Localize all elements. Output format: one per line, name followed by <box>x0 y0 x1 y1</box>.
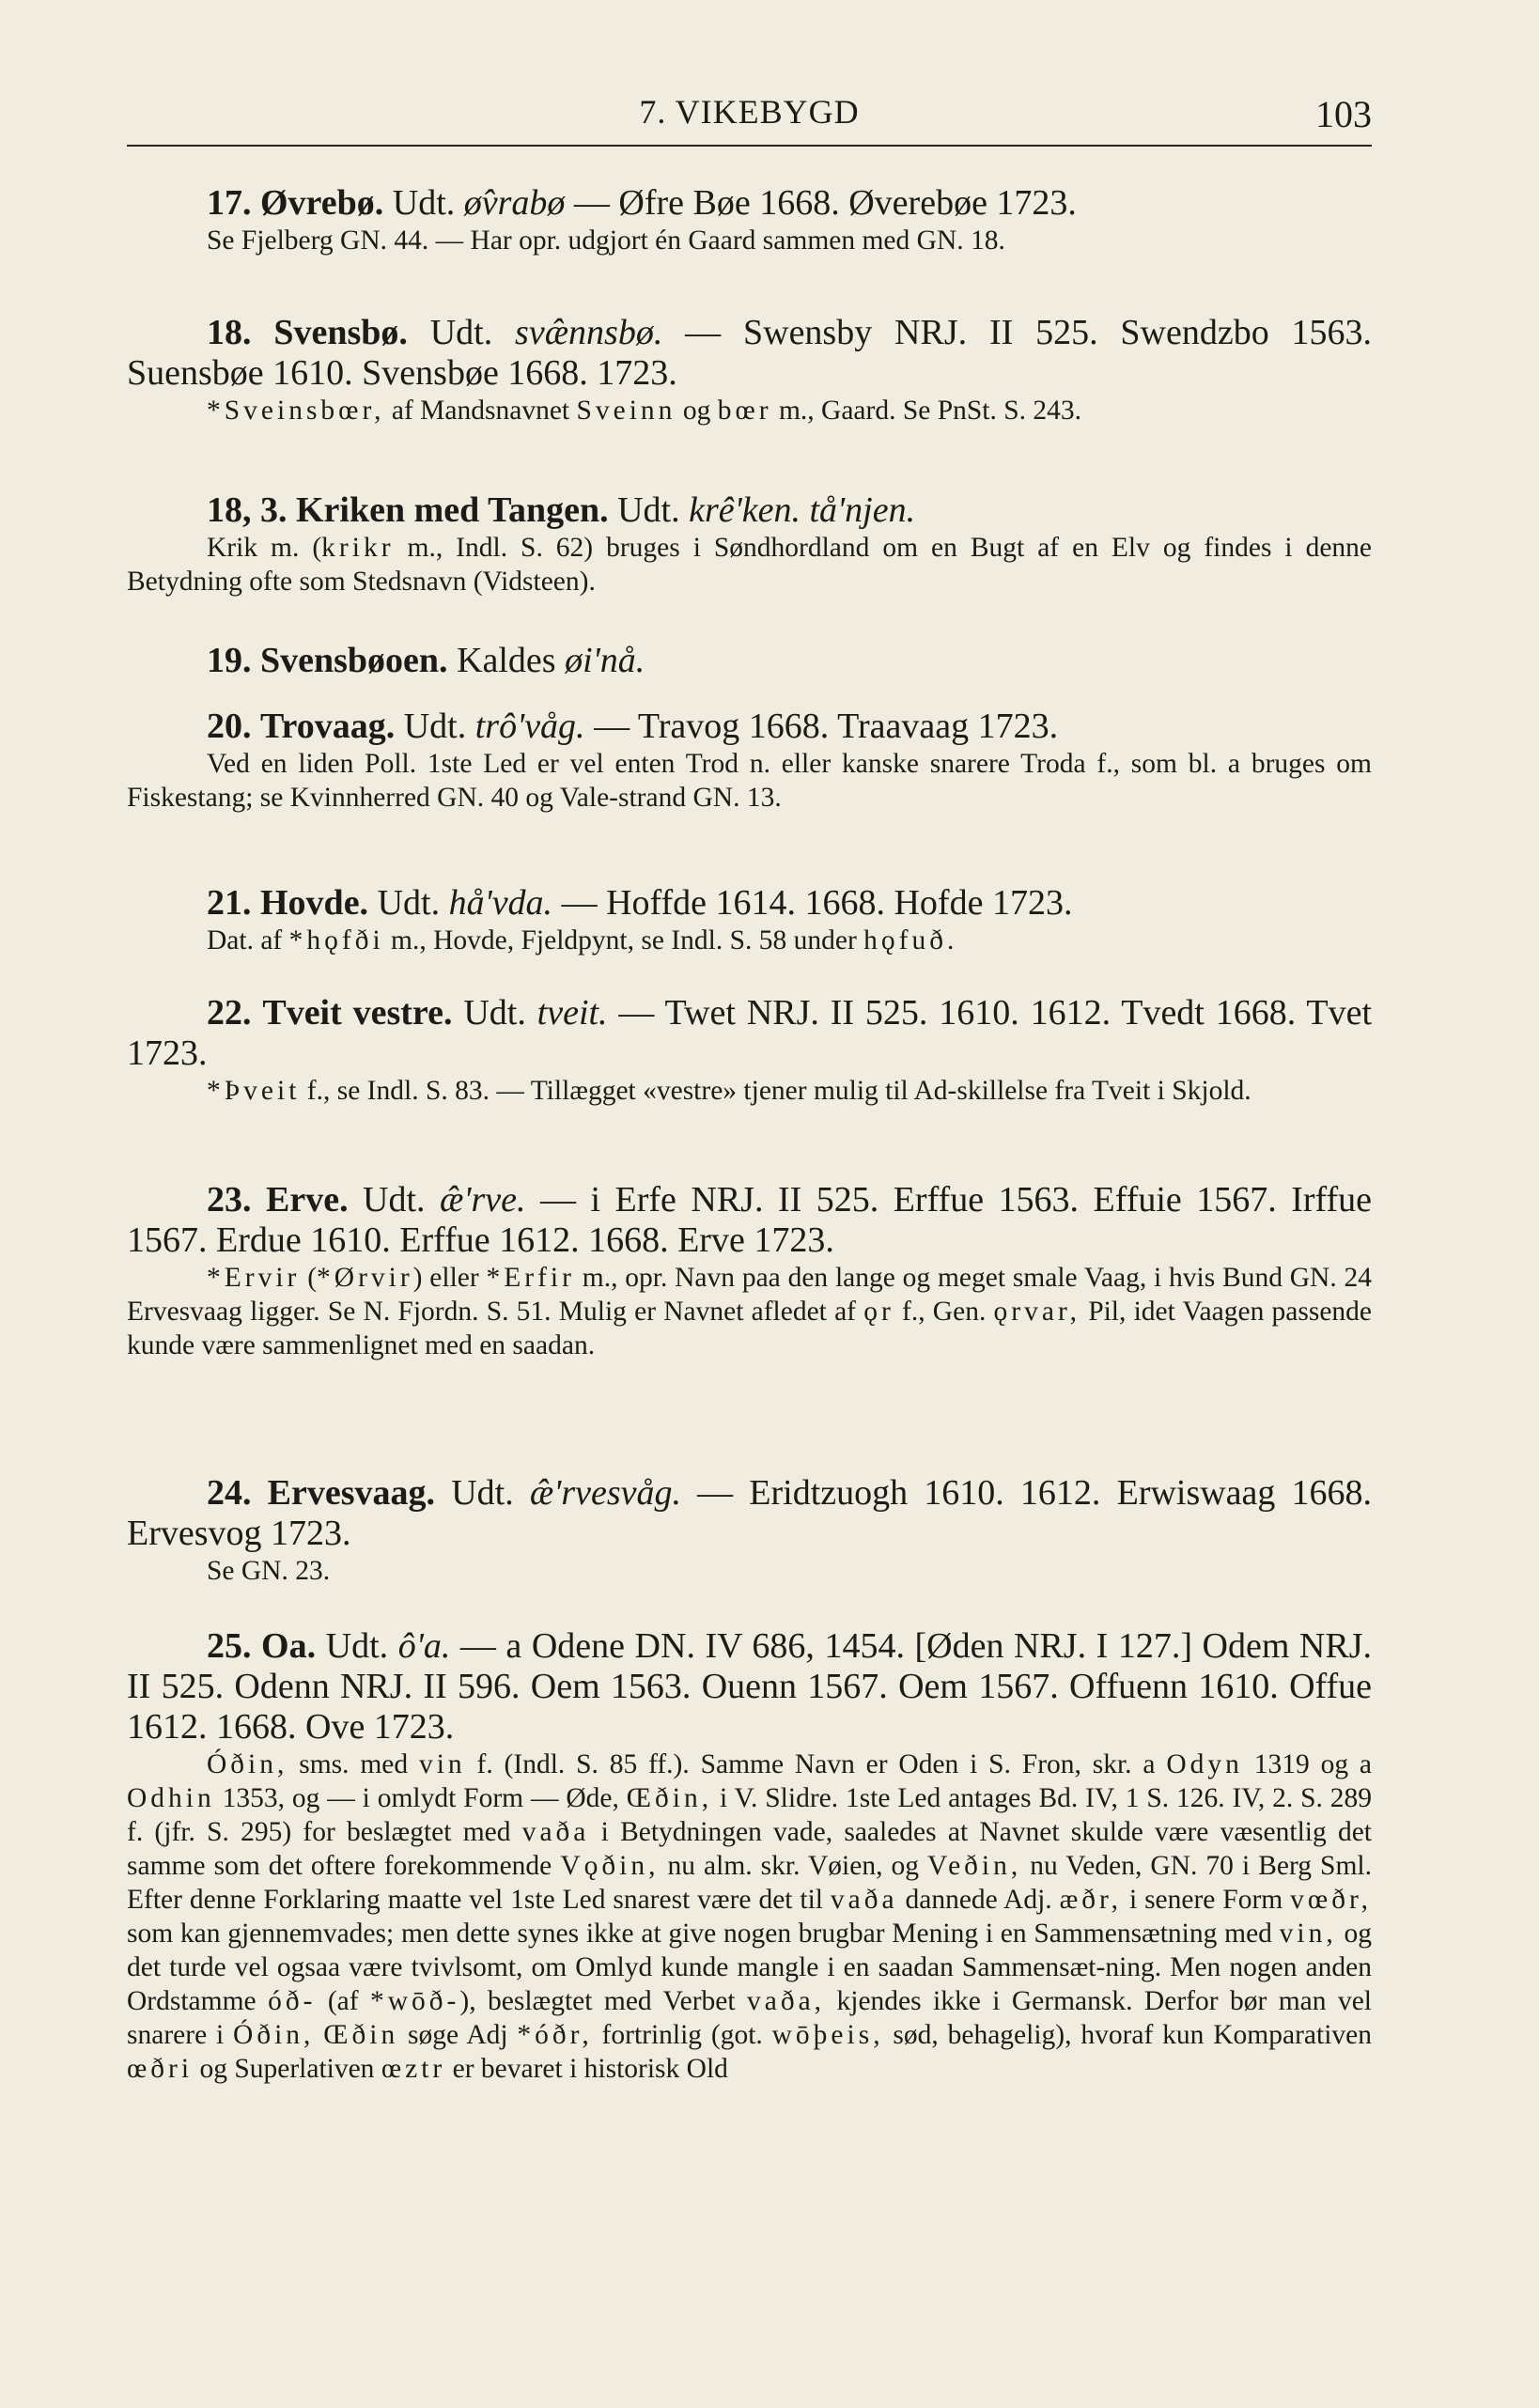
entry-24: 24. Ervesvaag. Udt. æ̂'rvesvåg. — Eridtzuogh 1610. 1612. Erwiswaag 1668. Ervesvog 1723. Se GN. 23. <box>127 1473 1373 1586</box>
entry-note: Krik m. (krikr m., Indl. S. 62) bruges i Søndhordland om en Bugt af en Elv og findes i denne Betydning ofte som Stedsnavn (Vidsteen). <box>127 533 1373 597</box>
discussion-run: i Betydningen vade, saaledes at Navnet skulde være væsentlig det samme som det oftere forekommende <box>127 1817 1372 1881</box>
discussion-run: Vǫðin, <box>560 1851 660 1881</box>
discussion-run: Œðin <box>323 2020 399 2050</box>
discussion-run: Veðin, <box>927 1851 1022 1881</box>
discussion-run <box>314 2020 323 2050</box>
discussion-run: nu Veden, GN. 70 i Berg Sml. Efter denne Forklaring maatte vel 1ste Led snarest være det til <box>127 1851 1372 1915</box>
entry-18-3: 18, 3. Kriken med Tangen. Udt. krê'ken. tå'njen. Krik m. (krikr m., Indl. S. 62) bruges i Søndhordland om en Bugt af en Elv og findes i denne Betydning ofte som Stedsnavn (Vidsteen). <box>127 490 1373 597</box>
discussion-run: vaða <box>521 1817 590 1847</box>
discussion-run: som kan gjennemvades; men dette synes ikke at give nogen brugbar Mening i en Sammensætning med <box>127 1919 1280 1949</box>
discussion-run: sms. med <box>288 1749 419 1779</box>
entry-21: 21. Hovde. Udt. hå'vda. — Hoffde 1614. 1668. Hofde 1723. Dat. af *hǫfði m., Hovde, Fjeldpynt, se Indl. S. 58 under hǫfuð. <box>127 883 1372 957</box>
discussion-run: sød, behagelig), hvoraf kun Komparativen <box>883 2020 1372 2050</box>
discussion-run: og Superlativen <box>193 2054 381 2084</box>
discussion-run: ), beslægtet med Verbet <box>459 1986 747 2016</box>
discussion-run: œðri <box>127 2054 194 2084</box>
discussion-run: søge Adj <box>398 2020 518 2050</box>
discussion-run: vaða <box>830 1885 898 1915</box>
entry-discussion <box>127 1748 1372 2086</box>
discussion-run: dannede Adj. <box>897 1885 1060 1915</box>
discussion-run: óð- <box>268 1986 317 2016</box>
discussion-run: 1353, og — i omlydt Form — Øde, <box>214 1783 627 1813</box>
discussion-run: (af <box>316 1986 370 2016</box>
pronunciation: ø̂vrabø <box>463 183 566 223</box>
entry-name: Øvrebø. <box>260 183 384 223</box>
entry-note: *Sveinsbœr, af Mandsnavnet Sveinn og bœr m., Gaard. Se PnSt. S. 243. <box>207 396 1082 426</box>
discussion-run: æðr, <box>1059 1885 1123 1915</box>
discussion-run: wōþeis, <box>771 2020 884 2050</box>
discussion-run: *óðr, <box>517 2020 593 2050</box>
discussion-run: Óðin, <box>233 2020 315 2050</box>
discussion-run: vin, <box>1279 1919 1337 1949</box>
entry-17: 17. Øvrebø. Udt. ø̂vrabø — Øfre Bøe 1668. Øverebøe 1723. Se Fjelberg GN. 44. — Har opr. udgjort én Gaard sammen med GN. 18. <box>127 183 1372 257</box>
chapter-title: 7. VIKEBYGD <box>639 93 860 131</box>
discussion-run: œztr <box>381 2054 446 2084</box>
discussion-run: og det turde vel ogsaa være tvivlsomt, om Omlyd kunde mangle i en saadan Sammensæt-ning. Men nogen anden Ordstamme <box>127 1919 1372 2016</box>
discussion-run: vin <box>418 1749 466 1779</box>
discussion-run: kjendes ikke i Germansk. Derfor bør man vel snarere i <box>127 1986 1372 2050</box>
entry-note: Ved en liden Poll. 1ste Led er vel enten Trod n. eller kanske snarere Troda f., som bl. a bruges om Fiskestang; se Kvinnherred GN. 40 og Vale-strand GN. 13. <box>127 749 1372 813</box>
entry-note: Se Fjelberg GN. 44. — Har opr. udgjort én Gaard sammen med GN. 18. <box>207 225 1005 256</box>
discussion-run: f. (Indl. S. 85 ff.). Samme Navn er Oden i S. Fron, skr. a <box>465 1749 1167 1779</box>
page-number: 103 <box>1315 93 1372 135</box>
entry-note: *Þveit f., se Indl. S. 83. — Tillægget «vestre» tjener mulig til Ad-skillelse fra Tveit i Skjold. <box>207 1076 1251 1106</box>
header-rule <box>127 145 1372 147</box>
entry-note: Dat. af *hǫfði m., Hovde, Fjeldpynt, se Indl. S. 58 under hǫfuð. <box>207 925 958 955</box>
discussion-run: Œðin, <box>626 1783 713 1813</box>
discussion-run: i V. Slidre. 1ste Led antages Bd. IV, 1 S. 126. IV, 2. S. 289 f. (jfr. S. 295) for beslægtet med <box>127 1783 1373 1847</box>
discussion-run: i senere Form <box>1122 1885 1291 1915</box>
discussion-run: Óðin, <box>207 1749 288 1779</box>
discussion-run: 1319 og a <box>1242 1749 1373 1779</box>
discussion-run: er bevaret i historisk Old <box>445 2054 728 2084</box>
discussion-run: vaða, <box>747 1986 826 2016</box>
entry-20: 20. Trovaag. Udt. trô'våg. — Travog 1668. Traavaag 1723. Ved en liden Poll. 1ste Led er vel enten Trod n. eller kanske snarere Troda f., som bl. a bruges om Fiskestang; se Kvinnherred GN. 40 og Vale-strand GN. 13. <box>127 707 1372 813</box>
discussion-run: fortrinlig (got. <box>592 2020 772 2050</box>
entry-22: 22. Tveit vestre. Udt. tveit. — Twet NRJ. II 525. 1610. 1612. Tvedt 1668. Tvet 1723. *Þveit f., se Indl. S. 83. — Tillægget «vestre» tjener mulig til Ad-skillelse fra Tveit i Skjold. <box>127 993 1373 1106</box>
discussion-run: Odyn <box>1166 1749 1243 1779</box>
running-header <box>127 92 1372 141</box>
entry-number: 17. <box>207 183 252 223</box>
entry-23: 23. Erve. Udt. æ̂'rve. — i Erfe NRJ. II 525. Erffue 1563. Effuie 1567. Irffue 1567. Erdue 1610. Erffue 1612. 1668. Erve 1723. *Ervir (*Ørvir) eller *Erfir m., opr. Navn paa den lange og meget smale Vaag, i hvis Bund GN. 24 Ervesvaag ligger. Se N. Fjordn. S. 51. Mulig er Navnet afledet af ǫr f., Gen. ǫrvar, Pil, idet Vaagen passende kunde være sammenlignet med en saadan. <box>127 1180 1373 1360</box>
discussion-run: nu alm. skr. Vøien, og <box>659 1851 928 1881</box>
entry-25: 25. Oa. Udt. ô'a. — a Odene DN. IV 686, 1454. [Øden NRJ. I 127.] Odem NRJ. II 525. Odenn NRJ. II 596. Oem 1563. Ouenn 1567. Oem 1567. Offuenn 1610. Offue 1612. 1668. Ove 1723. Óðin, sms. med vin f. (Indl. S. 85 ff.). Samme Navn er Oden i S. Fron, skr. a Odyn 1319 og a Odhin 1353, og — i omlydt Form — Øde, Œðin, i V. Slidre. 1ste Led antages Bd. IV, 1 S. 126. IV, 2. S. 289 f. (jfr. S. 295) for beslægtet med vaða i Betydningen vade, saaledes at Navnet skulde være væsentlig det samme som det oftere forekommende Vǫðin, nu alm. skr. Vøien, og Veðin, nu Veden, GN. 70 i Berg Sml. Efter denne Forklaring maatte vel 1ste Led snarest være det til vaða dannede Adj. æðr, i senere Form vœðr, som kan gjennemvades; men dette synes ikke at give nogen brugbar Mening i en Sammensætning med vin, og det turde vel ogsaa være tvivlsomt, om Omlyd kunde mangle i en saadan Sammensæt-ning. Men nogen anden Ordstamme óð- (af *wōð-), beslægtet med Verbet vaða, kjendes ikke i Germansk. Derfor bør man vel snarere i Óðin, Œðin søge Adj *óðr, fortrinlig (got. wōþeis, sød, behagelig), hvoraf kun Komparativen œðri og Superlativen œztr er bevaret i historisk Old <box>127 1626 1373 2084</box>
historical-forms: — Øfre Bøe 1668. Øverebøe 1723. <box>573 183 1077 223</box>
entry-note: Se GN. 23. <box>207 1556 331 1586</box>
discussion-run: vœðr, <box>1290 1885 1372 1915</box>
entry-note: *Ervir (*Ørvir) eller *Erfir m., opr. Navn paa den lange og meget smale Vaag, i hvis Bund GN. 24 Ervesvaag ligger. Se N. Fjordn. S. 51. Mulig er Navnet afledet af ǫr f., Gen. ǫrvar, Pil, idet Vaagen passende kunde være sammenlignet med en saadan. <box>127 1263 1373 1360</box>
entry-19: 19. Svensbøoen. Kaldes øi'nå. <box>207 641 645 680</box>
discussion-run: *wōð- <box>370 1986 460 2016</box>
entry-18: 18. Svensbø. Udt. svæ̂nnsbø. — Swensby NRJ. II 525. Swendzbo 1563. Suensbøe 1610. Svensbøe 1668. 1723. *Sveinsbœr, af Mandsnavnet Sveinn og bœr m., Gaard. Se PnSt. S. 243. <box>127 313 1373 426</box>
discussion-run: Odhin <box>127 1783 215 1813</box>
